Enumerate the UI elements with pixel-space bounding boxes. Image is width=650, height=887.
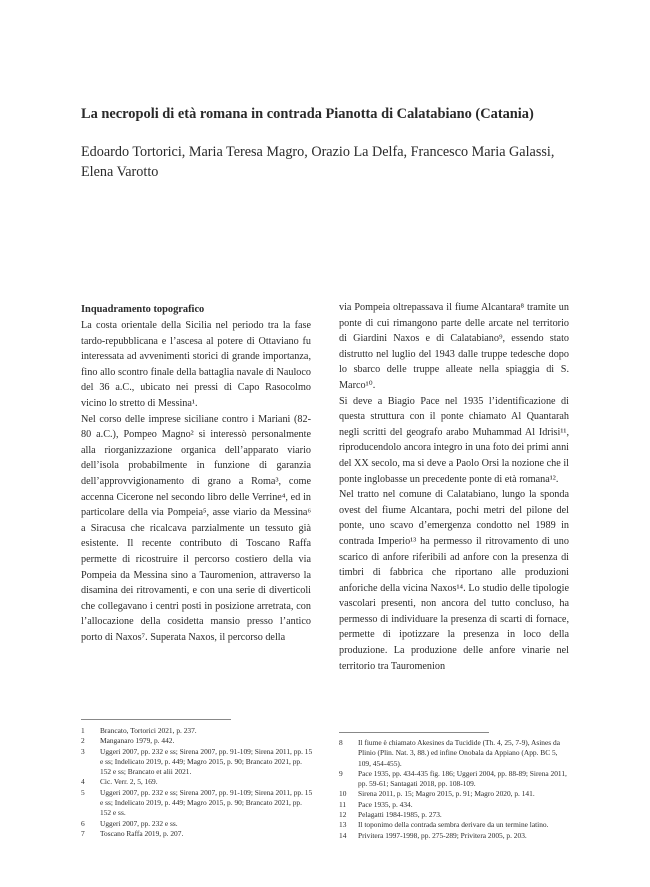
paragraph: Si deve a Biagio Pace nel 1935 l’identificazione di questa struttura con il ponte chiamato Al Quantarah negli scritti del geografo arabo Muhammad Al Idrisi¹¹, riproducendolo ancora integro in una foto dei primi anni del XX secolo, ma si deve a Paolo Orsi la nozione che il ponte inglobasse un precedente ponte di età romana¹². [339,395,569,485]
footnote-number: 5 [81,787,85,797]
footnote-divider [339,732,489,733]
footnote [339,820,571,830]
left-column [81,300,311,645]
footnotes-left [81,726,313,839]
footnote-number: 8 [339,738,343,747]
section-heading: Inquadramento topografico [81,304,205,315]
footnote [81,819,313,829]
footnote-text: Il fiume è chiamato Akesines da Tucidide (Th. 4, 25, 7-9), Asines da Plinio (Plin. Nat. 3, 88.) ed infine Onobala da Appiano (App. BC 5, 109, 454-455). [358,738,560,768]
footnote-text: Pace 1935, p. 434. [358,799,413,809]
footnote-number: 7 [81,828,85,838]
footnote [339,831,571,841]
right-column [339,300,569,674]
footnote-text: Uggeri 2007, pp. 232 e ss. [100,818,178,828]
footnote-text: Pace 1935, pp. 434-435 fig. 186; Uggeri 2004, pp. 88-89; Sirena 2011, pp. 59-61; Santagati 2018, pp. 108-109. [358,768,567,789]
footnote [339,769,571,790]
footnote-text: Sirena 2011, p. 15; Magro 2015, p. 91; Magro 2020, p. 141. [358,789,535,799]
paragraph: via Pompeia oltrepassava il fiume Alcantara⁸ tramite un ponte di cui rimangono parte delle arcate nel territorio di Giardini Naxos e di Calatabiano⁹, essendo stato distrutto nel luglio del 1943 dalle truppe tedesche dopo lo sbarco delle truppe alleate nella spiaggia di S. Marco¹⁰. [339,302,569,391]
footnote [339,810,571,820]
footnote-number: 11 [339,799,347,809]
footnote-number: 1 [81,726,85,735]
footnotes-right [339,738,571,841]
footnote [81,788,313,819]
footnote [339,789,571,799]
footnote [81,747,313,778]
footnote-number: 14 [339,830,347,840]
footnote-number: 4 [81,777,85,787]
footnote-number: 6 [81,818,85,828]
footnote [81,777,313,787]
footnote-text: Privitera 1997-1998, pp. 275-289; Privitera 2005, p. 203. [358,830,527,840]
footnote-text: Uggeri 2007, pp. 232 e ss; Sirena 2007, pp. 91-109; Sirena 2011, pp. 15 e ss; Indelicato 2019, p. 449; Magro 2015, p. 90; Brancato 2021, pp. 152 e ss; Brancato et alii 2021. [100,746,313,777]
footnote [81,829,313,839]
footnote-number: 2 [81,736,85,746]
footnote-text: Toscano Raffa 2019, p. 207. [100,828,184,838]
footnote-number: 9 [339,768,343,778]
footnote-number: 10 [339,789,347,799]
paragraph: Nel corso delle imprese siciliane contro i Mariani (82-80 a.C.), Pompeo Magno² si interessò personalmente alla riorganizzazione organica dell’apparato viario dell’isola probabilmente in funzione di garanzia dell’approvvigionamento di grano a Roma³, come accenna Cicerone nel secondo libro delle Verrine⁴, ed in particolare della via Pompeia⁵, asse viario da Messina⁶ a Siracusa che ricalcava parzialmente un tessuto già esistente. Il recente contributo di Toscano Raffa permette di ricostruire il percorso costiero della via Pompeia da Messina sino a Tauromenion, attraverso la disamina dei ritrovamenti, e con una serie di diverticoli che collegavano i centri posti in posizione arretrata, con l’allocazione della cosidetta mansio presso l’antico porto di Naxos⁷. Superata Naxos, il percorso della [81,413,311,643]
footnote-text: Pelagatti 1984-1985, p. 273. [358,810,442,820]
footnote-text: Cic. Verr. 2, 5, 169. [100,777,158,787]
article-title: La necropoli di età romana in contrada Pianotta di Calatabiano (Catania) [81,106,534,122]
footnote [339,800,571,810]
footnote [339,738,571,769]
paragraph: La costa orientale della Sicilia nel periodo tra la fase tardo-repubblicana e l’ascesa al potere di Ottaviano fu interessata ad avvenimenti storici di grande importanza, fino allo scontro finale della battaglia navale di Nauloco del 36 a.C., ubicato nei pressi di Capo Rasocolmo vicino lo stretto di Messina¹. [81,320,311,409]
footnote-number: 3 [81,746,85,756]
footnote-divider [81,719,231,720]
footnote-text: Il toponimo della contrada sembra derivare da un termine latino. [358,820,549,830]
footnote-text: Uggeri 2007, pp. 232 e ss; Sirena 2007, pp. 91-109; Sirena 2011, pp. 15 e ss; Indelicato 2019, p. 449; Magro 2015, p. 90; Brancato 2021, pp. 152 e ss. [100,787,313,818]
paragraph: Nel tratto nel comune di Calatabiano, lungo la sponda ovest del fiume Alcantara, pochi metri del pilone del ponte, uno scavo d’emergenza condotto nel 1989 in contrada Imperio¹³ ha permesso il ritrovamento di uno scarico di anfore riferibili ad anfore con la presenza di timbri di fabbrica che riportano alle produzioni anforiche della vicina Naxos¹⁴. Lo studio delle tipologie vascolari presenti, non ancora del tutto concluso, ha permesso di individuare la presenza di scarti di fornace, permette di ipotizzare la presenza in loco della produzione. La produzione delle anfore vinarie nel territorio tra Tauromenion [339,489,569,672]
footnote [81,736,313,746]
footnote-number: 13 [339,820,347,830]
footnote [81,726,313,736]
footnote-text: Manganaro 1979, p. 442. [100,736,175,746]
footnote-text: Brancato, Tortorici 2021, p. 237. [100,726,197,735]
author-list: Edoardo Tortorici, Maria Teresa Magro, Orazio La Delfa, Francesco Maria Galassi, Elena Varotto [81,144,555,180]
footnote-number: 12 [339,810,347,820]
